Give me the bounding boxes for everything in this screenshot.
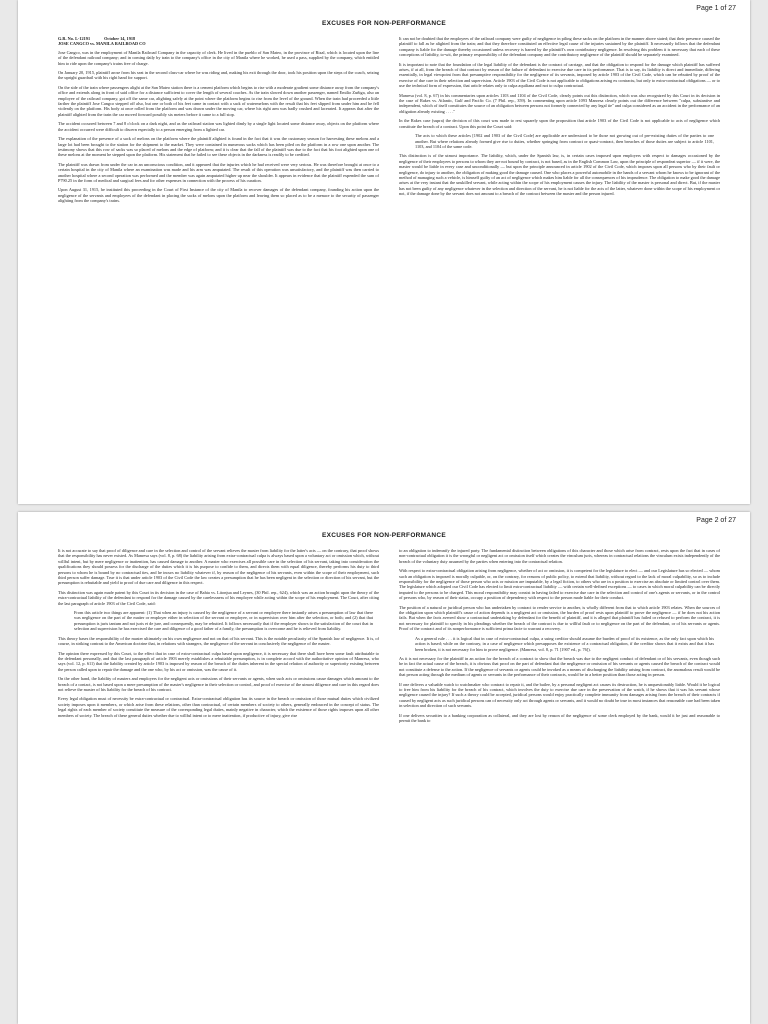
paragraph: It can not be doubted that the employees of the railroad company were guilty of negligence in piling these sacks on the platform in the manner above stated; that their presence caused the plaintiff to fall as he alighted from the train; and that they therefore constituted an effective legal cause of the injuries sustained by the plaintiff. It necessarily follows that the defendant company is liable for the damage thereby occasioned unless recovery is barred by the plaintiff's own contributory negligence. In resolving this problem it is necessary that each of these conceptions of liability, to-wit, the primary responsibility of the defendant company and the contributory negligence of the plaintiff should be separately examined.	[399, 36, 720, 58]
paragraph: This distinction was again made patent by this Court in its decision in the case of Bahia vs. Litonjua and Leynes, (30 Phil. rep., 624), which was an action brought upon the theory of the extra-contractual liability of the defendant to respond for the damage caused by the carelessness of his employee while acting within the scope of his employment. The Court, after citing the last paragraph of article 1903 of the Civil Code, said:	[58, 589, 379, 606]
right-column	[399, 548, 720, 1010]
document-page-2	[18, 512, 750, 1024]
running-header: EXCUSES FOR NON-PERFORMANCE	[321, 532, 447, 539]
case-date: October 14, 1918	[104, 36, 136, 41]
paragraph: Manresa (vol. 8, p. 67) in his commentaries upon articles 1103 and 1104 of the Civil Code, clearly points out this distinction, which was also recognized by this Court in its decision in the case of Rakes vs. Atlantic, Gulf and Pacific Co. (7 Phil. rep., 359). In commenting upon article 1093 Manresa clearly points out the difference between "culpa, substantive and independent, which of itself constitutes the source of an obligation between persons not formerly connected by any legal tie" and culpa considered as an accident in the performance of an obligation already existing . . . ."	[399, 92, 720, 114]
paragraph: If one delivers securities to a banking corporation as collateral, and they are lost by reason of the negligence of some clerk employed by the bank, would it be just and reasonable to permit the bank to	[399, 712, 720, 723]
paragraph: to an obligation to indemnify the injured party. The fundamental distinction between obligations of this character and those which arise from contract, rests upon the fact that in cases of non-contractual obligation it is the wrongful or negligent act or omission itself which creates the vinculum juris, whereas in contractual relations the vinculum exists independently of the breach of the voluntary duty assumed by the parties when entering into the contractual relation.	[399, 548, 720, 564]
block-quote: The acts to which these articles [1902 and 1903 of the Civil Code] are applicable are understood to be those not growing out of pre-existing duties of the parties to one another. But where relations already formed give rise to duties, whether springing from contract or quasi-contract, then breaches of those duties are subject to article 1101, 1103, and 1104 of the same code.	[415, 133, 714, 149]
paragraph: Every legal obligation must of necessity be extra-contractual or contractual. Extra-contractual obligation has its source in the breach or omission of those mutual duties which civilized society imposes upon it members, or which arise from these relations, other than contractual, of certain members of society to others, generally embraced in the concept of status. The legal rights of each member of society constitute the measure of the corresponding legal duties, mainly negative in character, which the existence of those rights imposes upon all other members of society. The breach of these general duties whether due to willful intent or to mere inattention, if productive of injury, give rise	[58, 696, 379, 718]
page-body	[58, 36, 720, 490]
left-column	[58, 548, 379, 1010]
paragraph: On the side of the train where passengers alight at the San Mateo station there is a cement platform which begins to rise with a moderate gradient some distance away from the company's office and extends along in front of said office for a distance sufficient to cover the length of several coaches. As the train slowed down another passenger, named Emilio Zuñiga, also an employee of the railroad company, got off the same car, alighting safely at the point where the platform begins to rise from the level of the ground. When the train had proceeded a little farther the plaintiff Jose Cangco stepped off also, but one or both of his feet came in contact with a sack of watermelons with the result that his feet slipped from under him and he fell violently on the platform. His body at once rolled from the platform and was drawn under the moving car, where his right arm was badly crushed and lacerated. It appears that after the plaintiff alighted from the train the car moved forward possibly six meters before it came to a full stop.	[58, 84, 379, 117]
paragraph: Upon August 31, 1915, he instituted this proceeding in the Court of First Instance of the city of Manila to recover damages of the defendant company, founding his action upon the negligence of the servants and employees of the defendant in placing the sacks of melons upon the platform and leaving them so placed as to be a menace to the security of passenger alighting from the company's trains.	[58, 187, 379, 204]
paragraph: The accident occurred between 7 and 8 o'clock on a dark night, and as the railroad station was lighted dimly by a single light located some distance away, objects on the platform where the accident occurred were difficult to discern especially to a person emerging from a lighted car.	[58, 121, 379, 132]
paragraph: It is important to note that the foundation of the legal liability of the defendant is the contract of carriage, and that the obligation to respond for the damage which plaintiff has suffered arises, if at all, from the breach of that contract by reason of the failure of defendant to exercise due care in its performance. That is to say, its liability is direct and immediate, differing essentially, in legal viewpoint from that presumptive responsibility for the negligence of its servants, imposed by article 1903 of the Civil Code, which can be rebutted by proof of the exercise of due care in their selection and supervision. Article 1903 of the Civil Code is not applicable to obligations arising ex contractu, but only to extra-contractual obligations — or to use the technical form of expression, that article relates only to culpa aquiliana and not to culpa contractual.	[399, 61, 720, 89]
paragraph: The explanation of the presence of a sack of melons on the platform where the plaintiff alighted is found in the fact that it was the customary season for harvesting these melons and a large lot had been brought to the station for the shipment to the market. They were contained in numerous sacks which has been piled on the platform in a row one upon another. The testimony shows that this row of sacks was so placed of melons and the edge of platform; and it is clear that the fall of the plaintiff was due to the fact that his foot alighted upon one of these melons at the moment he stepped upon the platform. His statement that he failed to see these objects in the darkness is readily to be credited.	[58, 136, 379, 158]
paragraph: The opinion there expressed by this Court, to the effect that in case of extra-contractual culpa based upon negligence, it is necessary that there shall have been some fault attributable to the defendant personally, and that the last paragraph of article 1903 merely establishes a rebuttable presumption, is in complete accord with the authoritative opinion of Manresa, who says (vol. 12, p. 611) that the liability created by article 1903 is imposed by reason of the breach of the duties inherent in the special relation of authority or superiority existing between the person called upon to repair the damage and the one who, by his act or omission, was the cause of it.	[58, 650, 379, 672]
paragraph: On January 20, 1915, plaintiff arose from his seat in the second class-car where he was riding and, making his exit through the door, took his position upon the steps of the coach, seizing the upright guardrail with his right hand for support.	[58, 70, 379, 81]
running-header: EXCUSES FOR NON-PERFORMANCE	[321, 20, 447, 27]
case-docket: G.R. No. L-12191	[58, 36, 91, 41]
page-number: Page 1 of 27	[696, 5, 736, 12]
paragraph: This distinction is of the utmost importance. The liability, which, under the Spanish law, is, in certain cases imposed upon employers with respect to damages occasioned by the negligence of their employees to persons to whom they are not bound by contract, is not based, as in the English Common Law, upon the principle of respondeat superior — if it were, the master would be liable in every case and unconditionally — but upon the principle announced in article 1902 of the Civil Code, which imposes upon all persons who by their fault or negligence, do injury to another, the obligation of making good the damage caused. One who places a powerful automobile in the hands of a servant whom he knows to be ignorant of the method of managing such a vehicle, is himself guilty of an act of negligence which makes him liable for all the consequences of his imprudence. The obligation to make good the damage arises at the very instant that the unskilled servant, while acting within the scope of his employment causes the injury. The liability of the master is personal and direct. But, if the master has not been guilty of any negligence whatever in the selection and direction of the servant, he is not liable for the acts of the latter, whatever done within the scope of his employment or not, if the damage done by the servant does not amount to a breach of the contract between the master and the person injured.	[399, 153, 720, 197]
paragraph: The plaintiff was drawn from under the car in an unconscious condition, and it appeared that the injuries which he had received were very serious. He was therefore brought at once to a certain hospital in the city of Manila where an examination was made and his arm was amputated. The result of this operation was unsatisfactory, and the plaintiff was then carried to another hospital where a second operation was performed and the member was again amputated higher up near the shoulder. It appears in evidence that the plaintiff expended the sum of P790.25 in the form of medical and surgical fees and for other expenses in connection with the process of his curation.	[58, 161, 379, 183]
right-column	[399, 36, 720, 490]
left-column	[58, 36, 379, 490]
paragraph: With respect to extra-contractual obligation arising from negligence, whether of act or omission, it is competent for the legislature to elect — and our Legislature has so elected — whom such an obligation is imposed is morally culpable, or, on the contrary, for reasons of public policy, to extend that liability, without regard to the lack of moral culpability, so as to include responsibility for the negligence of those person who acts or mission are imputable, by a legal fiction, to others who are in a position to exercise an absolute or limited control over them. The legislature which adopted our Civil Code has elected to limit extra-contractual liability — with certain well-defined exceptions — to cases in which moral culpability can be directly imputed to the persons to be charged. This moral responsibility may consist in having failed to exercise due care in the selection and control of one's agents or servants, or in the control of persons who, by reason of their status, occupy a position of dependency with respect to the person made liable for their conduct.	[399, 568, 720, 601]
paragraph: On the other hand, the liability of masters and employers for the negligent acts or omissions of their servants or agents, when such acts or omissions cause damages which amount to the breach of a contact, is not based upon a mere presumption of the master's negligence in their selection or control, and proof of exercise of the utmost diligence and care in this regard does not relieve the master of his liability for the breach of his contract.	[58, 676, 379, 692]
block-quote: From this article two things are apparent: (1) That when an injury is caused by the negligence of a servant or employee there instantly arises a presumption of law that there was negligence on the part of the matter or employer either in selection of the servant or employee, or in supervision over him after the selection, or both; and (2) that that presumption is juris tantum and not juris et de jure, and consequently, may be rebutted. It follows necessarily that if the employer shows to the satisfaction of the court that in selection and supervision he has exercised the care and diligence of a good father of a family, the presumption is overcome and he is relieved from liability.	[74, 610, 373, 632]
paragraph: As it is not necessary for the plaintiff in an action for the breach of a contract to show that the breach was due to the negligent conduct of defendant or of his servants, even though such be in fact the actual cause of the breach, it is obvious that proof on the part of defendant that the negligence or omission of his servants or agents caused the breach of the contract would not constitute a defense to the action. If the negligence of servants or agents could be invoked as a means of discharging the liability arising from contract, the anomalous result would be that person acting through the medium of agents or servants in the performance of their contracts, would be in a better position than those acting in person.	[399, 655, 720, 678]
document-page-1	[18, 0, 750, 504]
page-body	[58, 548, 720, 1010]
case-parties: JOSE CANGCO vs. MANILA RAILROAD CO	[58, 41, 146, 47]
block-quote: As a general rule . . . it is logical that in case of extra-contractual culpa, a suing creditor should assume the burden of proof of its existence, as the only fact upon which his action is based; while on the contrary, in a case of negligence which presupposes the existence of a contractual obligation, if the creditor shows that it exists and that it has been broken, it is not necessary for him to prove negligence. (Manresa, vol. 8, p. 71 [1907 ed., p. 76]).	[415, 635, 714, 652]
paragraph: Jose Cangco, was in the employment of Manila Railroad Company in the capacity of clerk. He lived in the pueblo of San Mateo, in the province of Rizal, which is located upon the line of the defendant railroad company; and in coming daily by train to the company's office in the city of Manila where he worked, he used a pass, supplied by the company, which entitled him to ride upon the company's trains free of charge.	[58, 49, 379, 66]
paragraph: The position of a natural or juridical person who has undertaken by contract to render service to another, is wholly different from that to which article 1903 relates. When the sources of the obligation upon which plaintiff's cause of action depends is a negligent act or omission, the burden of proof rests upon plaintiff to prove the negligence — if he does not his action fails. But when the facts averred show a contractual undertaking by defendant for the benefit of plaintiff, and it is alleged that plaintiff has failed or refused to perform the contract, it is not necessary for plaintiff to specify in his pleadings whether the breach of the contract is due to willful fault or to negligence on the part of the defendant, or of his servants or agents. Proof of the contract and of its nonperformance is sufficient prima facie to warrant a recovery.	[399, 604, 720, 632]
paragraph: In the Rakes case (supra) the decision of this court was made to rest squarely upon the proposition that article 1903 of the Civil Code is not applicable to acts of negligence which constitute the breach of a contract. Upon this point the Court said:	[399, 118, 720, 129]
paragraph: This theory bases the responsibility of the master ultimately on his own negligence and not on that of his servant. This is the notable peculiarity of the Spanish law of negligence. It is, of course, in striking contrast to the American doctrine that, in relations with strangers, the negligence of the servant in conclusively the negligence of the master.	[58, 635, 379, 647]
paragraph: If one delivers a valuable watch to watchmaker who contract to repair it, and the bailee, by a personal negligent act causes its destruction, he is unquestionably liable. Would it be logical to free him from his liability for the breach of his contract, which involves the duty to exercise due care in the preservation of the watch, if he shows that it was his servant whose negligence caused the injury? If such a theory could be accepted, juridical persons would enjoy practically complete immunity from damages arising from the breach of their contracts if caused by negligent acts as such juridical persons can of necessity only act through agents or servants, and it would no doubt be true in most instances that reasonable care had been taken in selection and direction of such servants.	[399, 681, 720, 709]
paragraph: It is not accurate to say that proof of diligence and care in the selection and control of the servant relieves the master from liability for the latter's acts — on the contrary, that proof shows that the responsibility has never existed. As Manresa says (vol. 8, p. 68) the liability arising from extra-contractual culpa is always based upon a voluntary act or omission which, without willful intent, but by mere negligence or inattention, has caused damage to another. A master who exercises all possible care in the selection of his servant, taking into consideration the qualifications they should possess for the discharge of the duties which it is his purpose to confide to them, and directs them with equal diligence, thereby performs his duty to third persons to whom he is bound by no contractual ties, and he incurs no liability whatever if, by reason of the negligence of his servants, even within the scope of their employment, such third person suffer damage. True it is that under article 1903 of the Civil Code the law creates a presumption that he has been negligent in the selection or direction of his servant, but the presumption is rebuttable and yield to proof of due care and diligence in this respect.	[58, 548, 379, 586]
page-number: Page 2 of 27	[696, 517, 736, 524]
